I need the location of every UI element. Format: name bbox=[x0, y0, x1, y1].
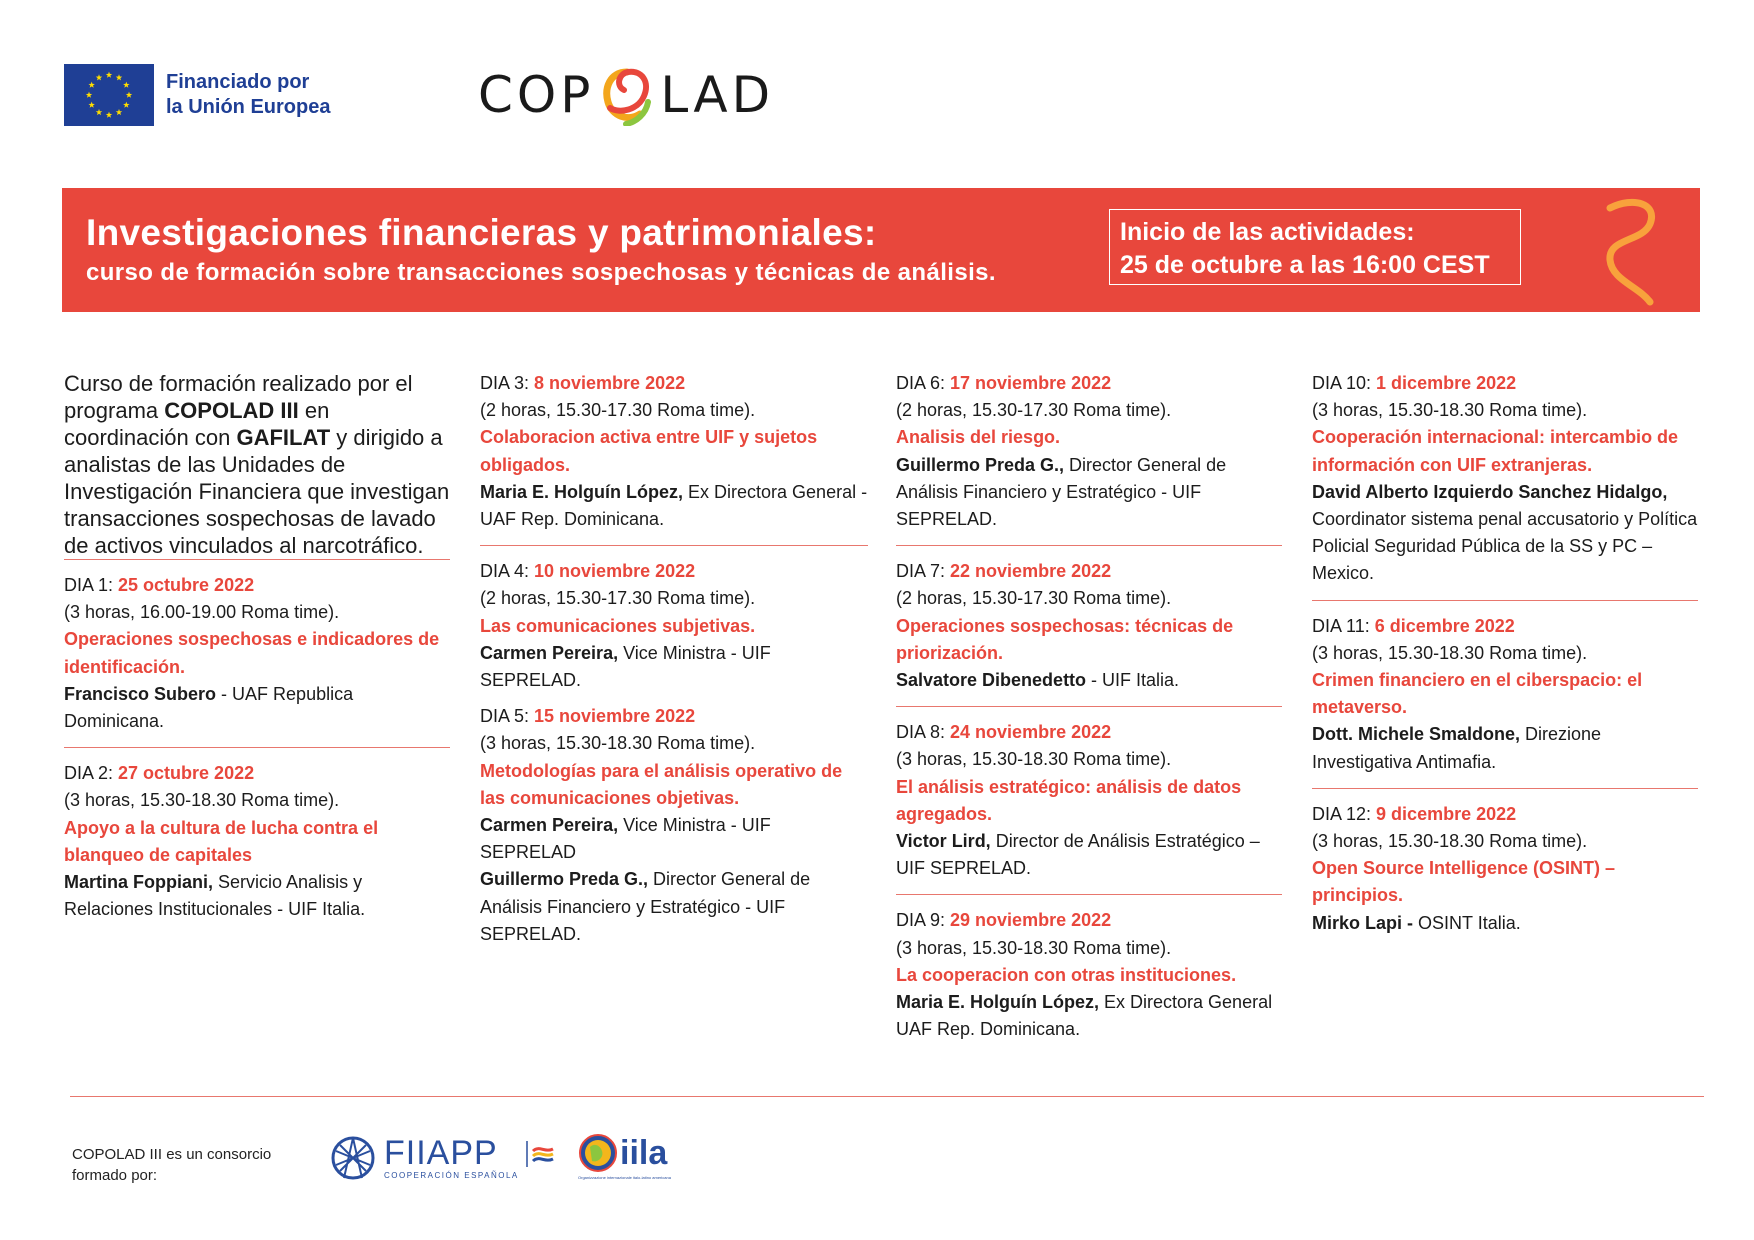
speaker-role: Ex Directora General UAF Rep. Dominicana. bbox=[896, 992, 1273, 1040]
session-title: Crimen financiero en el ciberspacio: el metaverso. bbox=[1312, 670, 1643, 718]
speaker-role: Servicio Analisis y Relaciones Institucionales - UIF Italia. bbox=[64, 872, 366, 920]
eu-line-1: Financiado por bbox=[166, 71, 310, 93]
session-title: La cooperacion con otras instituciones. bbox=[896, 964, 1237, 985]
fiiapp-name: FIIAPP bbox=[384, 1134, 498, 1172]
session-title: Operaciones sospechosas e indicadores de identificación. bbox=[64, 629, 440, 677]
intro-text-1: Curso de formación realizado por el programa bbox=[64, 371, 413, 423]
speaker-role: OSINT Italia. bbox=[1413, 912, 1521, 933]
speaker-role: Direzione Investigativa Antimafia. bbox=[1312, 724, 1602, 772]
session-date: 27 octubre 2022 bbox=[118, 763, 255, 784]
session-day-3 bbox=[480, 370, 868, 533]
eu-star-icon bbox=[106, 72, 112, 78]
session-day-4 bbox=[480, 558, 868, 694]
session-day: DIA 12: bbox=[1312, 803, 1377, 824]
session-hours: (3 horas, 16.00-19.00 Roma time). bbox=[64, 602, 340, 623]
speaker-name: Maria E. Holguín López, bbox=[896, 992, 1100, 1013]
session-day-line bbox=[896, 558, 1282, 585]
start-label: Inicio de las actividades: bbox=[1120, 218, 1415, 246]
speaker-role: Vice Ministra - UIF SEPRELAD bbox=[480, 815, 771, 863]
start-date-box bbox=[1109, 209, 1521, 285]
speaker-role: - UAF Republica Dominicana. bbox=[64, 683, 354, 732]
speaker-name: Francisco Subero bbox=[64, 683, 217, 704]
session-speaker bbox=[480, 866, 868, 948]
session-day-line bbox=[896, 907, 1282, 934]
session-hours: (3 horas, 15.30-18.30 Roma time). bbox=[480, 733, 756, 754]
fiiapp-subtitle: COOPERACIÓN ESPAÑOLA bbox=[384, 1171, 519, 1180]
session-day-5 bbox=[480, 703, 868, 948]
iila-name: iila bbox=[620, 1134, 668, 1172]
session-speaker bbox=[896, 667, 1282, 694]
session-date: 8 noviembre 2022 bbox=[534, 373, 686, 393]
session-day-6 bbox=[896, 370, 1282, 533]
session-day-7 bbox=[896, 558, 1282, 694]
session-title: Apoyo a la cultura de lucha contra el blanqueo de capitales bbox=[64, 817, 379, 865]
iila-globe-icon bbox=[578, 1133, 618, 1173]
session-hours: (2 horas, 15.30-17.30 Roma time). bbox=[896, 400, 1172, 421]
session-day-9 bbox=[896, 907, 1282, 1043]
speaker-role: Director de Análisis Estratégico – UIF SEPRELAD. bbox=[896, 831, 1260, 879]
session-day-line bbox=[896, 719, 1282, 746]
session-day-1 bbox=[64, 572, 450, 735]
speaker-name: Maria E. Holguín López, bbox=[480, 481, 684, 502]
session-title: Cooperación internacional: intercambio de información con UIF extranjeras. bbox=[1312, 427, 1679, 475]
copolad-logo bbox=[478, 64, 774, 126]
session-day: DIA 8: bbox=[896, 722, 951, 743]
speaker-name: Martina Foppiani, bbox=[64, 872, 214, 893]
session-hours: (2 horas, 15.30-17.30 Roma time). bbox=[896, 588, 1172, 609]
column-1 bbox=[64, 370, 450, 923]
session-date: 24 noviembre 2022 bbox=[950, 722, 1112, 743]
divider bbox=[64, 559, 450, 560]
session-day-line bbox=[480, 370, 868, 397]
eu-star-icon bbox=[123, 82, 129, 88]
eu-flag-icon bbox=[64, 64, 154, 126]
eu-star-icon bbox=[126, 92, 132, 98]
session-date: 22 noviembre 2022 bbox=[950, 561, 1112, 582]
session-date: 25 octubre 2022 bbox=[118, 575, 255, 595]
session-title: Operaciones sospechosas: técnicas de priorización. bbox=[896, 615, 1234, 663]
intro-text-2: en coordinación con bbox=[64, 398, 330, 450]
session-day: DIA 9: bbox=[896, 910, 951, 931]
session-date: 17 noviembre 2022 bbox=[950, 373, 1112, 393]
divider bbox=[896, 545, 1282, 546]
speaker-role: Director General de Análisis Financiero y Estratégico - UIF SEPRELAD. bbox=[480, 869, 811, 944]
session-speaker bbox=[896, 452, 1282, 534]
session-day-10 bbox=[1312, 370, 1698, 588]
divider bbox=[1312, 788, 1698, 789]
speaker-name: Salvatore Dibenedetto bbox=[896, 670, 1087, 691]
session-hours: (3 horas, 15.30-18.30 Roma time). bbox=[1312, 642, 1588, 663]
speaker-name: David Alberto Izquierdo Sanchez Hidalgo, bbox=[1312, 481, 1668, 502]
consortium-label: COPOLAD III es un consorcio formado por: bbox=[72, 1146, 272, 1184]
session-hours: (3 horas, 15.30-18.30 Roma time). bbox=[64, 790, 340, 811]
copolad-logo-left: COP bbox=[478, 66, 595, 124]
session-day-line bbox=[64, 760, 450, 787]
speaker-name: Victor Lird, bbox=[896, 831, 991, 852]
session-speaker bbox=[480, 479, 868, 533]
speaker-role: Ex Directora General - UAF Rep. Dominicana. bbox=[480, 481, 868, 530]
session-day-11 bbox=[1312, 613, 1698, 776]
session-title: El análisis estratégico: análisis de datos agregados. bbox=[896, 776, 1242, 824]
fiiapp-globe-icon bbox=[330, 1135, 376, 1181]
session-day: DIA 3: bbox=[480, 373, 535, 393]
iila-logo bbox=[578, 1133, 671, 1180]
speaker-role: Coordinator sistema penal accusatorio y Política Policial Seguridad Pública de la SS y PC – Mexico. bbox=[1312, 509, 1698, 584]
divider bbox=[1312, 600, 1698, 601]
session-hours: (2 horas, 15.30-17.30 Roma time). bbox=[480, 400, 756, 421]
session-day: DIA 2: bbox=[64, 763, 119, 784]
swirl-decoration-icon bbox=[1572, 194, 1682, 308]
session-title: Open Source Intelligence (OSINT) – principios. bbox=[1312, 858, 1616, 906]
session-speaker bbox=[1312, 910, 1698, 937]
divider bbox=[896, 894, 1282, 895]
session-date: 1 dicembre 2022 bbox=[1376, 373, 1517, 393]
fiiapp-logo bbox=[330, 1135, 555, 1181]
session-day-line bbox=[480, 703, 868, 730]
speaker-name: Carmen Pereira, bbox=[480, 815, 619, 836]
session-speaker bbox=[1312, 479, 1698, 588]
session-speaker bbox=[1312, 721, 1698, 775]
session-day-line bbox=[480, 558, 868, 585]
speaker-role: Vice Ministra - UIF SEPRELAD. bbox=[480, 642, 771, 691]
course-banner bbox=[62, 188, 1700, 312]
session-date: 9 dicembre 2022 bbox=[1376, 803, 1517, 824]
session-day-line bbox=[1312, 370, 1698, 397]
course-intro bbox=[64, 370, 450, 559]
session-day-line bbox=[64, 572, 450, 599]
course-title: Investigaciones financieras y patrimoniales: bbox=[86, 212, 877, 253]
speaker-name: Dott. Michele Smaldone, bbox=[1312, 724, 1521, 745]
session-date: 10 noviembre 2022 bbox=[534, 561, 696, 582]
session-hours: (3 horas, 15.30-18.30 Roma time). bbox=[896, 937, 1172, 958]
speaker-role: Director General de Análisis Financiero y Estratégico - UIF SEPRELAD. bbox=[896, 454, 1227, 530]
eu-funding-label bbox=[166, 70, 330, 120]
session-date: 6 dicembre 2022 bbox=[1374, 615, 1515, 636]
session-title: Metodologías para el análisis operativo de las comunicaciones objetivas. bbox=[480, 760, 843, 808]
eu-star-icon bbox=[116, 74, 122, 80]
session-title: Analisis del riesgo. bbox=[896, 427, 1061, 448]
eu-star-icon bbox=[96, 109, 102, 115]
intro-text-3: y dirigido a analistas de las Unidades de Investigación Financiera que investigan transacciones sospechosas de lavado de activos vinculados al narcotráfico. bbox=[64, 425, 450, 558]
speaker-name: Carmen Pereira, bbox=[480, 642, 619, 663]
session-hours: (3 horas, 15.30-18.30 Roma time). bbox=[1312, 831, 1588, 852]
session-day: DIA 6: bbox=[896, 373, 951, 393]
iila-subtitle: Organizzazione internazionale italo-latino americana bbox=[578, 1175, 671, 1180]
session-day: DIA 4: bbox=[480, 561, 535, 582]
session-speaker bbox=[480, 812, 868, 866]
session-date: 29 noviembre 2022 bbox=[950, 910, 1112, 931]
eu-line-2: la Unión Europea bbox=[166, 96, 331, 118]
session-day: DIA 10: bbox=[1312, 373, 1377, 393]
copolad-logo-right: LAD bbox=[660, 66, 775, 124]
column-4 bbox=[1312, 370, 1698, 937]
divider bbox=[64, 747, 450, 748]
session-speaker bbox=[480, 640, 868, 694]
divider bbox=[896, 706, 1282, 707]
session-day-line bbox=[896, 370, 1282, 397]
session-title: Colaboracion activa entre UIF y sujetos obligados. bbox=[480, 427, 818, 475]
speaker-name: Mirko Lapi - bbox=[1312, 912, 1414, 933]
eu-star-icon bbox=[88, 82, 94, 88]
course-subtitle: curso de formación sobre transacciones sospechosas y técnicas de análisis. bbox=[86, 259, 996, 286]
spanish-cooperation-icon bbox=[525, 1139, 555, 1169]
session-day-8 bbox=[896, 719, 1282, 882]
eu-star-icon bbox=[96, 74, 102, 80]
session-hours: (3 horas, 15.30-18.30 Roma time). bbox=[896, 749, 1172, 770]
session-speaker bbox=[64, 869, 450, 923]
session-day: DIA 1: bbox=[64, 575, 119, 595]
session-title: Las comunicaciones subjetivas. bbox=[480, 615, 756, 636]
session-day-line bbox=[1312, 613, 1698, 640]
session-day-2 bbox=[64, 760, 450, 923]
eu-star-icon bbox=[88, 102, 94, 108]
session-hours: (2 horas, 15.30-17.30 Roma time). bbox=[480, 588, 756, 609]
session-day: DIA 5: bbox=[480, 706, 535, 727]
eu-star-icon bbox=[123, 102, 129, 108]
eu-star-icon bbox=[106, 112, 112, 118]
column-2 bbox=[480, 370, 868, 948]
start-date: 25 de octubre a las 16:00 CEST bbox=[1120, 251, 1490, 279]
speaker-role: - UIF Italia. bbox=[1086, 670, 1180, 691]
session-day: DIA 7: bbox=[896, 561, 951, 582]
intro-program: COPOLAD III bbox=[164, 398, 299, 423]
copolad-swirl-icon bbox=[598, 64, 656, 126]
footer-divider bbox=[70, 1096, 1704, 1097]
session-speaker bbox=[896, 989, 1282, 1043]
eu-star-icon bbox=[116, 109, 122, 115]
speaker-name: Guillermo Preda G., bbox=[480, 869, 649, 890]
eu-star-icon bbox=[86, 92, 92, 98]
session-speaker bbox=[896, 828, 1282, 882]
session-day-line bbox=[1312, 801, 1698, 828]
intro-partner: GAFILAT bbox=[236, 425, 331, 450]
speaker-name: Guillermo Preda G., bbox=[896, 454, 1065, 475]
divider bbox=[480, 698, 868, 699]
divider bbox=[480, 545, 868, 546]
session-day-12 bbox=[1312, 801, 1698, 937]
column-3 bbox=[896, 370, 1282, 1043]
session-speaker bbox=[64, 681, 450, 735]
session-date: 15 noviembre 2022 bbox=[534, 706, 696, 727]
session-hours: (3 horas, 15.30-18.30 Roma time). bbox=[1312, 400, 1588, 421]
session-day: DIA 11: bbox=[1312, 615, 1375, 636]
